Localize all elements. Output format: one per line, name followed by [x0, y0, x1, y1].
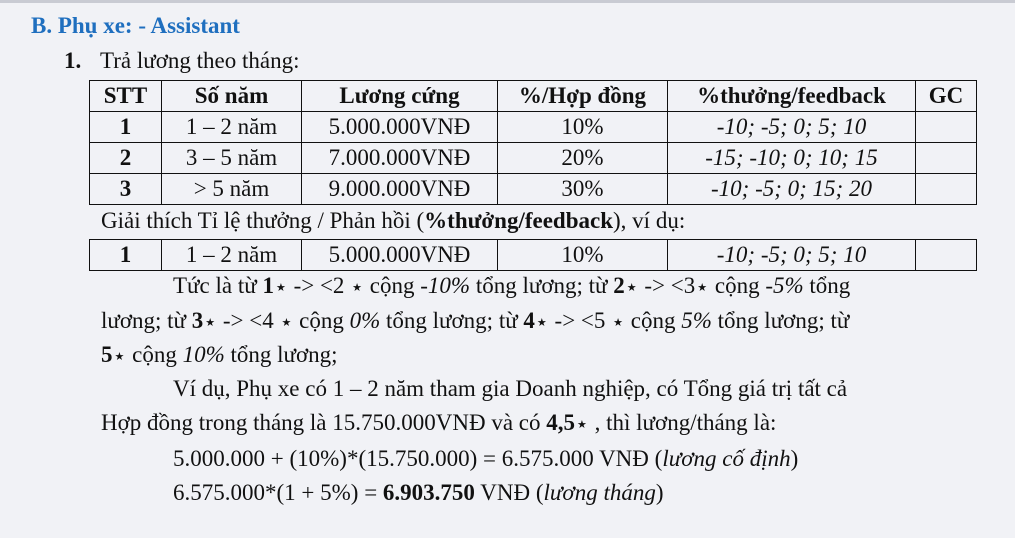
- example-line-2: Hợp đồng trong tháng là 15.750.000VNĐ và có 4,5 ★ , thì lương/tháng là:: [101, 410, 777, 435]
- subsection-title: [64, 48, 299, 74]
- explanation-suffix: ), ví dụ:: [613, 208, 686, 233]
- cell-years: > 5 năm: [162, 174, 302, 205]
- cell-contract-percent: 10%: [498, 240, 668, 271]
- star-icon: ★: [205, 317, 216, 330]
- cell-base-salary: 5.000.000VNĐ: [302, 240, 498, 271]
- header-bonus-feedback: %thưởng/feedback: [668, 81, 916, 112]
- table-row: [90, 143, 977, 174]
- table-row: [90, 174, 977, 205]
- explanation-bold: %thưởng/feedback: [424, 208, 614, 233]
- example-table: [89, 239, 977, 271]
- star-icon: ★: [697, 282, 708, 295]
- cell-stt: 1: [90, 240, 162, 271]
- star-icon: ★: [275, 282, 286, 295]
- example-line-1: Ví dụ, Phụ xe có 1 – 2 năm tham gia Doanh nghiệp, có Tổng giá trị tất cả: [173, 376, 848, 401]
- header-note: GC: [916, 81, 977, 112]
- cell-note: [916, 112, 977, 143]
- top-rule: [0, 0, 1015, 3]
- header-years: Số năm: [162, 81, 302, 112]
- star-icon: ★: [281, 317, 292, 330]
- cell-base-salary: 9.000.000VNĐ: [302, 174, 498, 205]
- star-icon: ★: [613, 317, 624, 330]
- explanation-line: [101, 208, 685, 234]
- subsection-text: Trả lương theo tháng:: [100, 48, 300, 73]
- cell-stt: 3: [90, 174, 162, 205]
- salary-table: [89, 80, 977, 205]
- table-row: [90, 240, 977, 271]
- rating-explanation-line-1: Tức là từ 1 ★ -> <2 ★ cộng -10% tổng lương; từ 2 ★ -> <3 ★ cộng -5% tổng: [173, 273, 851, 298]
- calculation-fixed-salary: 5.000.000 + (10%)*(15.750.000) = 6.575.000 VNĐ (lương cố định): [173, 446, 799, 471]
- explanation-prefix: Giải thích Tỉ lệ thưởng / Phản hồi (: [101, 208, 425, 233]
- cell-contract-percent: 10%: [498, 112, 668, 143]
- cell-stt: 2: [90, 143, 162, 174]
- star-icon: ★: [114, 351, 125, 364]
- rating-explanation-line-2: lương; từ 3 ★ -> <4 ★ cộng 0% tổng lương; từ 4 ★ -> <5 ★ cộng 5% tổng lương; từ: [101, 308, 850, 333]
- star-icon: ★: [577, 419, 587, 432]
- star-icon: ★: [626, 282, 637, 295]
- star-icon: ★: [352, 282, 363, 295]
- header-stt: STT: [90, 81, 162, 112]
- subsection-number: 1.: [64, 48, 82, 73]
- cell-stt: 1: [90, 112, 162, 143]
- cell-note: [916, 240, 977, 271]
- header-base-salary: Lương cứng: [302, 81, 498, 112]
- star-icon: ★: [536, 317, 547, 330]
- cell-base-salary: 5.000.000VNĐ: [302, 112, 498, 143]
- cell-note: [916, 143, 977, 174]
- table-header-row: [90, 81, 977, 112]
- cell-contract-percent: 20%: [498, 143, 668, 174]
- cell-bonus-feedback: -15; -10; 0; 10; 15: [668, 143, 916, 174]
- cell-years: 1 – 2 năm: [162, 112, 302, 143]
- cell-bonus-feedback: -10; -5; 0; 15; 20: [668, 174, 916, 205]
- section-heading: B. Phụ xe: - Assistant: [31, 13, 240, 38]
- cell-contract-percent: 30%: [498, 174, 668, 205]
- header-contract-percent: %/Hợp đồng: [498, 81, 668, 112]
- cell-years: 1 – 2 năm: [162, 240, 302, 271]
- cell-base-salary: 7.000.000VNĐ: [302, 143, 498, 174]
- cell-years: 3 – 5 năm: [162, 143, 302, 174]
- cell-bonus-feedback: -10; -5; 0; 5; 10: [668, 112, 916, 143]
- cell-bonus-feedback: -10; -5; 0; 5; 10: [668, 240, 916, 271]
- table-row: [90, 112, 977, 143]
- monthly-salary-result: 6.903.750: [382, 480, 475, 505]
- rating-explanation-line-3: 5 ★ cộng 10% tổng lương;: [101, 342, 338, 367]
- cell-note: [916, 174, 977, 205]
- calculation-monthly-salary: 6.575.000*(1 + 5%) = 6.903.750 VNĐ (lương tháng): [173, 480, 664, 505]
